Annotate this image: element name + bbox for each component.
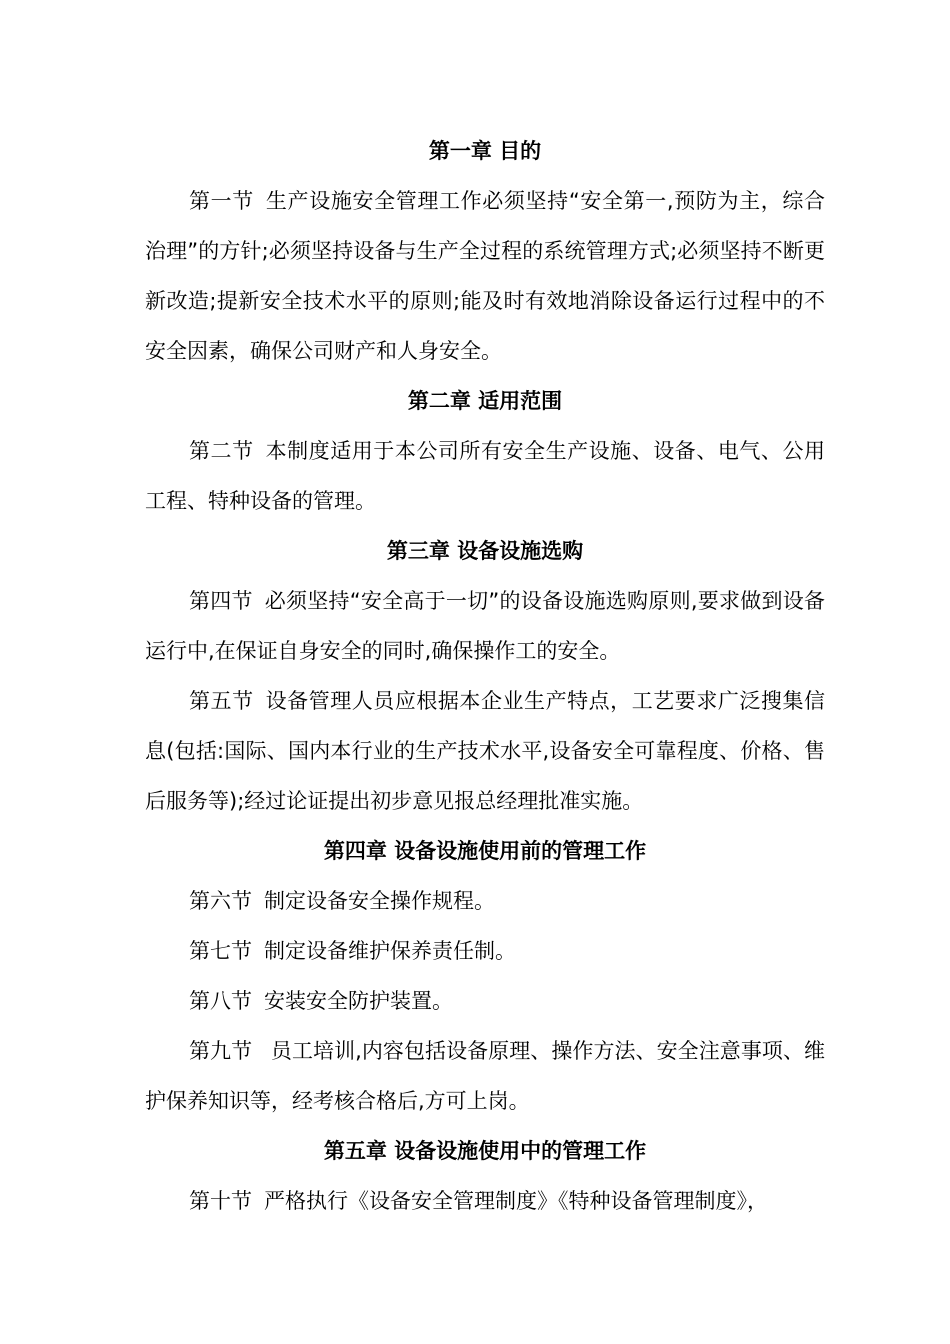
chapter-heading-3: 第三章 设备设施选购 xyxy=(386,539,584,563)
section-paragraph-1 xyxy=(145,176,825,376)
section-paragraph-10 xyxy=(145,1176,825,1226)
section-paragraph-6 xyxy=(145,876,825,926)
chapter-heading-4: 第四章 设备设施使用前的管理工作 xyxy=(323,839,647,863)
section-label: 第四节 xyxy=(189,589,253,613)
chapter-heading-1: 第一章 目的 xyxy=(428,139,542,163)
section-text: 设备管理人员应根据本企业生产特点，工艺要求广泛搜集信息(包括:国际、国内本行业的生产技术水平,设备安全可靠程度、价格、售后服务等);经过论证提出初步意见报总经理批准实施。 xyxy=(145,689,825,813)
section-text: 制定设备维护保养责任制。 xyxy=(264,939,516,963)
section-text: 严格执行《设备安全管理制度》《特种设备管理制度》， xyxy=(264,1189,768,1213)
section-label: 第二节 xyxy=(189,439,254,463)
section-text: 制定设备安全操作规程。 xyxy=(264,889,495,913)
section-text: 员工培训,内容包括设备原理、操作方法、安全注意事项、维护保养知识等，经考核合格后,方可上岗。 xyxy=(145,1039,825,1113)
chapter-heading-5: 第五章 设备设施使用中的管理工作 xyxy=(323,1139,647,1163)
section-paragraph-7 xyxy=(145,926,825,976)
section-text: 本制度适用于本公司所有安全生产设施、设备、电气、公用工程、特种设备的管理。 xyxy=(145,439,825,513)
section-label: 第七节 xyxy=(189,939,252,963)
section-label: 第六节 xyxy=(189,889,252,913)
section-text: 安装安全防护装置。 xyxy=(264,989,453,1013)
section-label: 第八节 xyxy=(189,989,252,1013)
section-text: 生产设施安全管理工作必须坚持“安全第一,预防为主，综合治理”的方针;必须坚持设备与生产全过程的系统管理方式;必须坚持不断更新改造;提新安全技术水平的原则;能及时有效地消除设备运行过程中的不安全因素，确保公司财产和人身安全。 xyxy=(145,189,826,363)
chapter-heading-2: 第二章 适用范围 xyxy=(407,389,563,413)
section-paragraph-8 xyxy=(145,976,825,1026)
section-paragraph-4 xyxy=(145,576,825,676)
section-text: 必须坚持“安全高于一切”的设备设施选购原则,要求做到设备运行中,在保证自身安全的同时,确保操作工的安全。 xyxy=(145,589,826,663)
section-paragraph-2 xyxy=(145,426,825,526)
document-body xyxy=(145,126,825,1226)
section-label: 第五节 xyxy=(189,689,254,713)
section-label: 第十节 xyxy=(189,1189,252,1213)
section-label: 第一节 xyxy=(189,189,254,213)
section-paragraph-9 xyxy=(145,1026,825,1126)
section-paragraph-5 xyxy=(145,676,825,826)
section-label: 第九节 xyxy=(189,1039,253,1063)
